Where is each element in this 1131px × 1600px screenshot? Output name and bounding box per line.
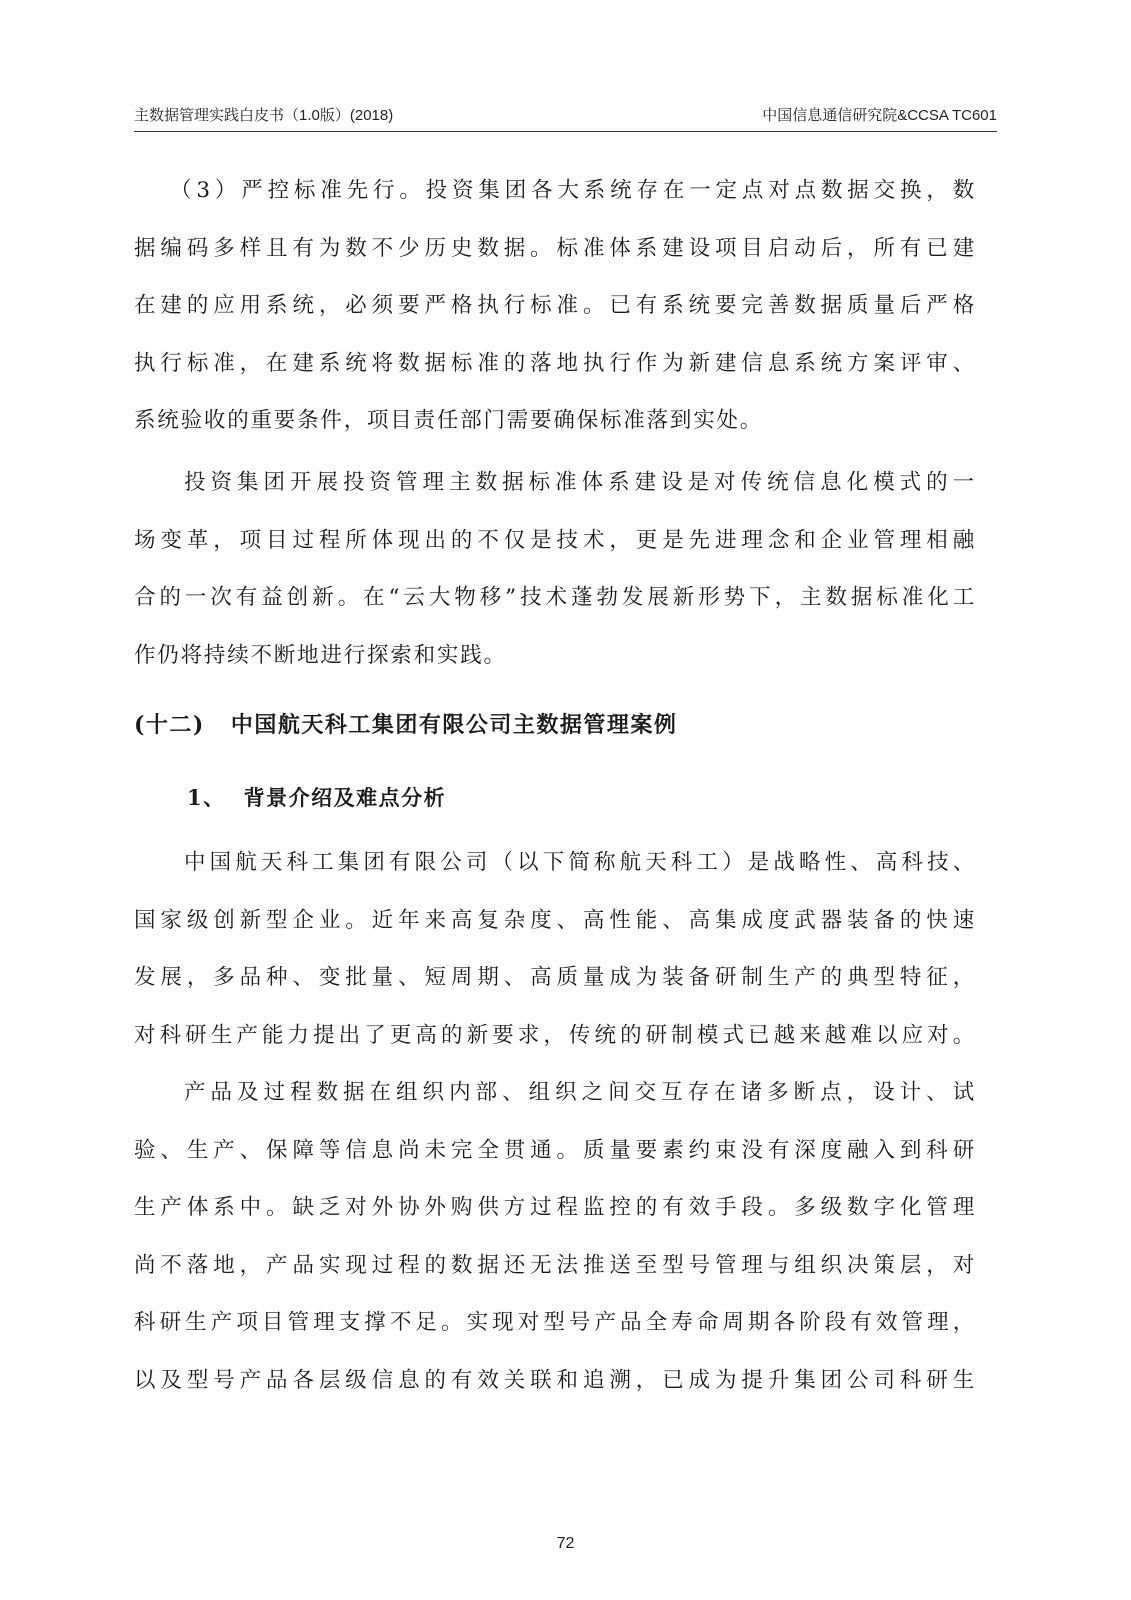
text-line: （3）严控标准先行。投资集团各大系统存在一定点对点数据交换，数 bbox=[170, 178, 976, 203]
page-number: 72 bbox=[556, 1535, 575, 1552]
header-document-title: 主数据管理实践白皮书（1.0版）(2018) bbox=[134, 107, 394, 124]
text-line: 合的一次有益创新。在“云大物移”技术蓬勃发展新形势下，主数据标准化工 bbox=[134, 585, 976, 611]
text-line: 以及型号产品各层级信息的有效关联和追溯，已成为提升集团公司科研生 bbox=[134, 1367, 976, 1393]
paragraph-conclusion bbox=[134, 454, 976, 684]
text-line: 生产体系中。缺乏对外协外购供方过程监控的有效手段。多级数字化管理 bbox=[134, 1195, 976, 1221]
running-header bbox=[134, 104, 997, 130]
text-line: 验、生产、保障等信息尚未完全贯通。质量要素约束没有深度融入到科研 bbox=[134, 1137, 976, 1163]
text-line: 产品及过程数据在组织内部、组织之间交互存在诸多断点，设计、试 bbox=[184, 1080, 976, 1105]
paragraph-difficulties bbox=[134, 1064, 976, 1410]
text-line: 场变革，项目过程所体现出的不仅是技术，更是先进理念和企业管理相融 bbox=[134, 527, 976, 553]
text-line: 在建的应用系统，必须要严格执行标准。已有系统要完善数据质量后严格 bbox=[134, 293, 976, 319]
text-line: 发展，多品种、变批量、短周期、高质量成为装备研制生产的典型特征， bbox=[134, 965, 976, 991]
subsection-heading bbox=[187, 782, 446, 812]
header-divider bbox=[134, 131, 997, 132]
subsection-number: 1、 bbox=[187, 785, 226, 810]
text-line: 尚不落地，产品实现过程的数据还无法推送至型号管理与组织决策层，对 bbox=[134, 1252, 976, 1278]
text-line: 系统验收的重要条件，项目责任部门需要确保标准落到实处。 bbox=[134, 408, 764, 434]
text-line: 中国航天科工集团有限公司（以下简称航天科工）是战略性、高科技、 bbox=[184, 850, 976, 875]
text-line: 对科研生产能力提出了更高的新要求，传统的研制模式已越来越难以应对。 bbox=[134, 1022, 976, 1048]
paragraph-company-intro bbox=[134, 834, 976, 1064]
section-heading bbox=[134, 708, 677, 739]
text-line: 作仍将持续不断地进行探索和实践。 bbox=[134, 642, 507, 668]
text-line: 国家级创新型企业。近年来高复杂度、高性能、高集成度武器装备的快速 bbox=[134, 907, 976, 933]
header-organization: 中国信息通信研究院&CCSA TC601 bbox=[762, 107, 997, 124]
paragraph-standards-first bbox=[134, 162, 976, 450]
subsection-title: 背景介绍及难点分析 bbox=[243, 785, 447, 810]
text-line: 执行标准，在建系统将数据标准的落地执行作为新建信息系统方案评审、 bbox=[134, 350, 976, 376]
text-line: 据编码多样且有为数不少历史数据。标准体系建设项目启动后，所有已建 bbox=[134, 235, 976, 261]
section-title: 中国航天科工集团有限公司主数据管理案例 bbox=[230, 712, 678, 738]
text-line: 投资集团开展投资管理主数据标准体系建设是对传统信息化模式的一 bbox=[184, 470, 976, 495]
text-line: 科研生产项目管理支撑不足。实现对型号产品全寿命周期各阶段有效管理， bbox=[134, 1310, 976, 1336]
section-number: (十二) bbox=[134, 712, 205, 738]
